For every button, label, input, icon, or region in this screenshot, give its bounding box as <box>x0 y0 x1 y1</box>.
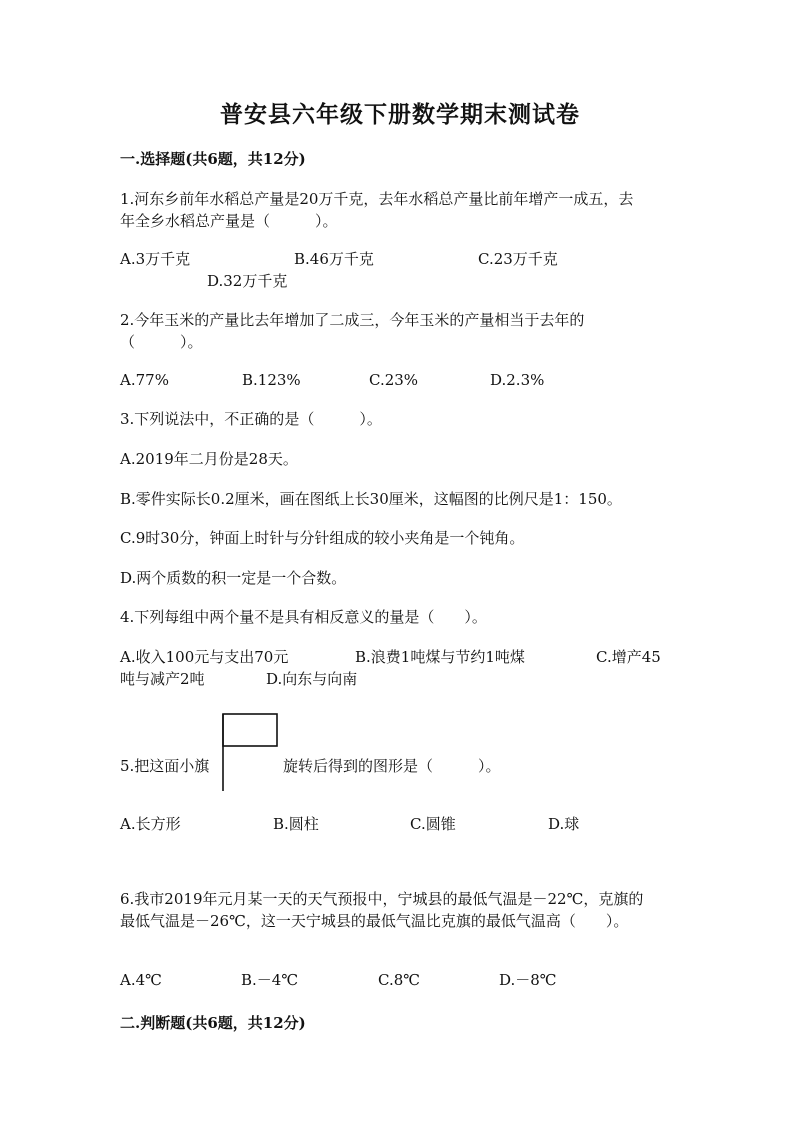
option-b: B.零件实际长0.2厘米，画在图纸上长30厘米，这幅图的比例尺是1：150。 <box>120 490 622 508</box>
option-a: A.长方形 <box>120 815 181 833</box>
option-d: D.32万千克 <box>207 272 288 290</box>
question-2-line-1: 2.今年玉米的产量比去年增加了二成三，今年玉米的产量相当于去年的 <box>120 311 585 329</box>
option-a: A.收入100元与支出70元 <box>120 648 289 666</box>
question-2-line-2: （ ）。 <box>120 333 203 351</box>
question-6-line-2: 最低气温是－26℃，这一天宁城县的最低气温比克旗的最低气温高（ ）。 <box>120 912 629 930</box>
option-a: A.77% <box>120 371 169 389</box>
section-heading-choice: 一.选择题(共6题，共12分) <box>120 150 306 168</box>
option-c: C.23万千克 <box>478 250 558 268</box>
option-a: A.2019年二月份是28天。 <box>120 450 298 468</box>
option-c: C.增产45 <box>596 648 661 666</box>
option-a: A.3万千克 <box>120 250 191 268</box>
option-c: C.圆锥 <box>410 815 456 833</box>
option-c: C.23% <box>369 371 419 389</box>
option-d: D.两个质数的积一定是一个合数。 <box>120 569 347 587</box>
question-6-line-1: 6.我市2019年元月某一天的天气预报中，宁城县的最低气温是－22℃，克旗的 <box>120 890 644 908</box>
option-c-continued: 吨与减产2吨 <box>120 670 205 688</box>
option-d: D.球 <box>548 815 580 833</box>
option-b: B.浪费1吨煤与节约1吨煤 <box>355 648 525 666</box>
question-5-text-after: 旋转后得到的图形是（ ）。 <box>283 757 501 775</box>
question-4-line-1: 4.下列每组中两个量不是具有相反意义的量是（ ）。 <box>120 608 487 626</box>
option-c: C.9时30分，钟面上时针与分针组成的较小夹角是一个钝角。 <box>120 529 525 547</box>
question-3-line-1: 3.下列说法中，不正确的是（ ）。 <box>120 410 382 428</box>
option-d: D.－8℃ <box>499 971 557 989</box>
question-5-text-before: 5.把这面小旗 <box>120 757 210 775</box>
question-1-line-1: 1.河东乡前年水稻总产量是20万千克，去年水稻总产量比前年增产一成五，去 <box>120 190 634 208</box>
option-a: A.4℃ <box>120 971 162 989</box>
option-d: D.2.3% <box>490 371 545 389</box>
option-b: B.123% <box>242 371 301 389</box>
option-b: B.46万千克 <box>294 250 374 268</box>
option-b: B.－4℃ <box>241 971 299 989</box>
section-heading-judgment: 二.判断题(共6题，共12分) <box>120 1014 306 1032</box>
option-b: B.圆柱 <box>273 815 319 833</box>
option-d: D.向东与向南 <box>266 670 358 688</box>
page-title: 普安县六年级下册数学期末测试卷 <box>220 101 580 128</box>
option-c: C.8℃ <box>378 971 421 989</box>
question-1-line-2: 年全乡水稻总产量是（ ）。 <box>120 212 338 230</box>
flag-figure <box>221 712 279 792</box>
